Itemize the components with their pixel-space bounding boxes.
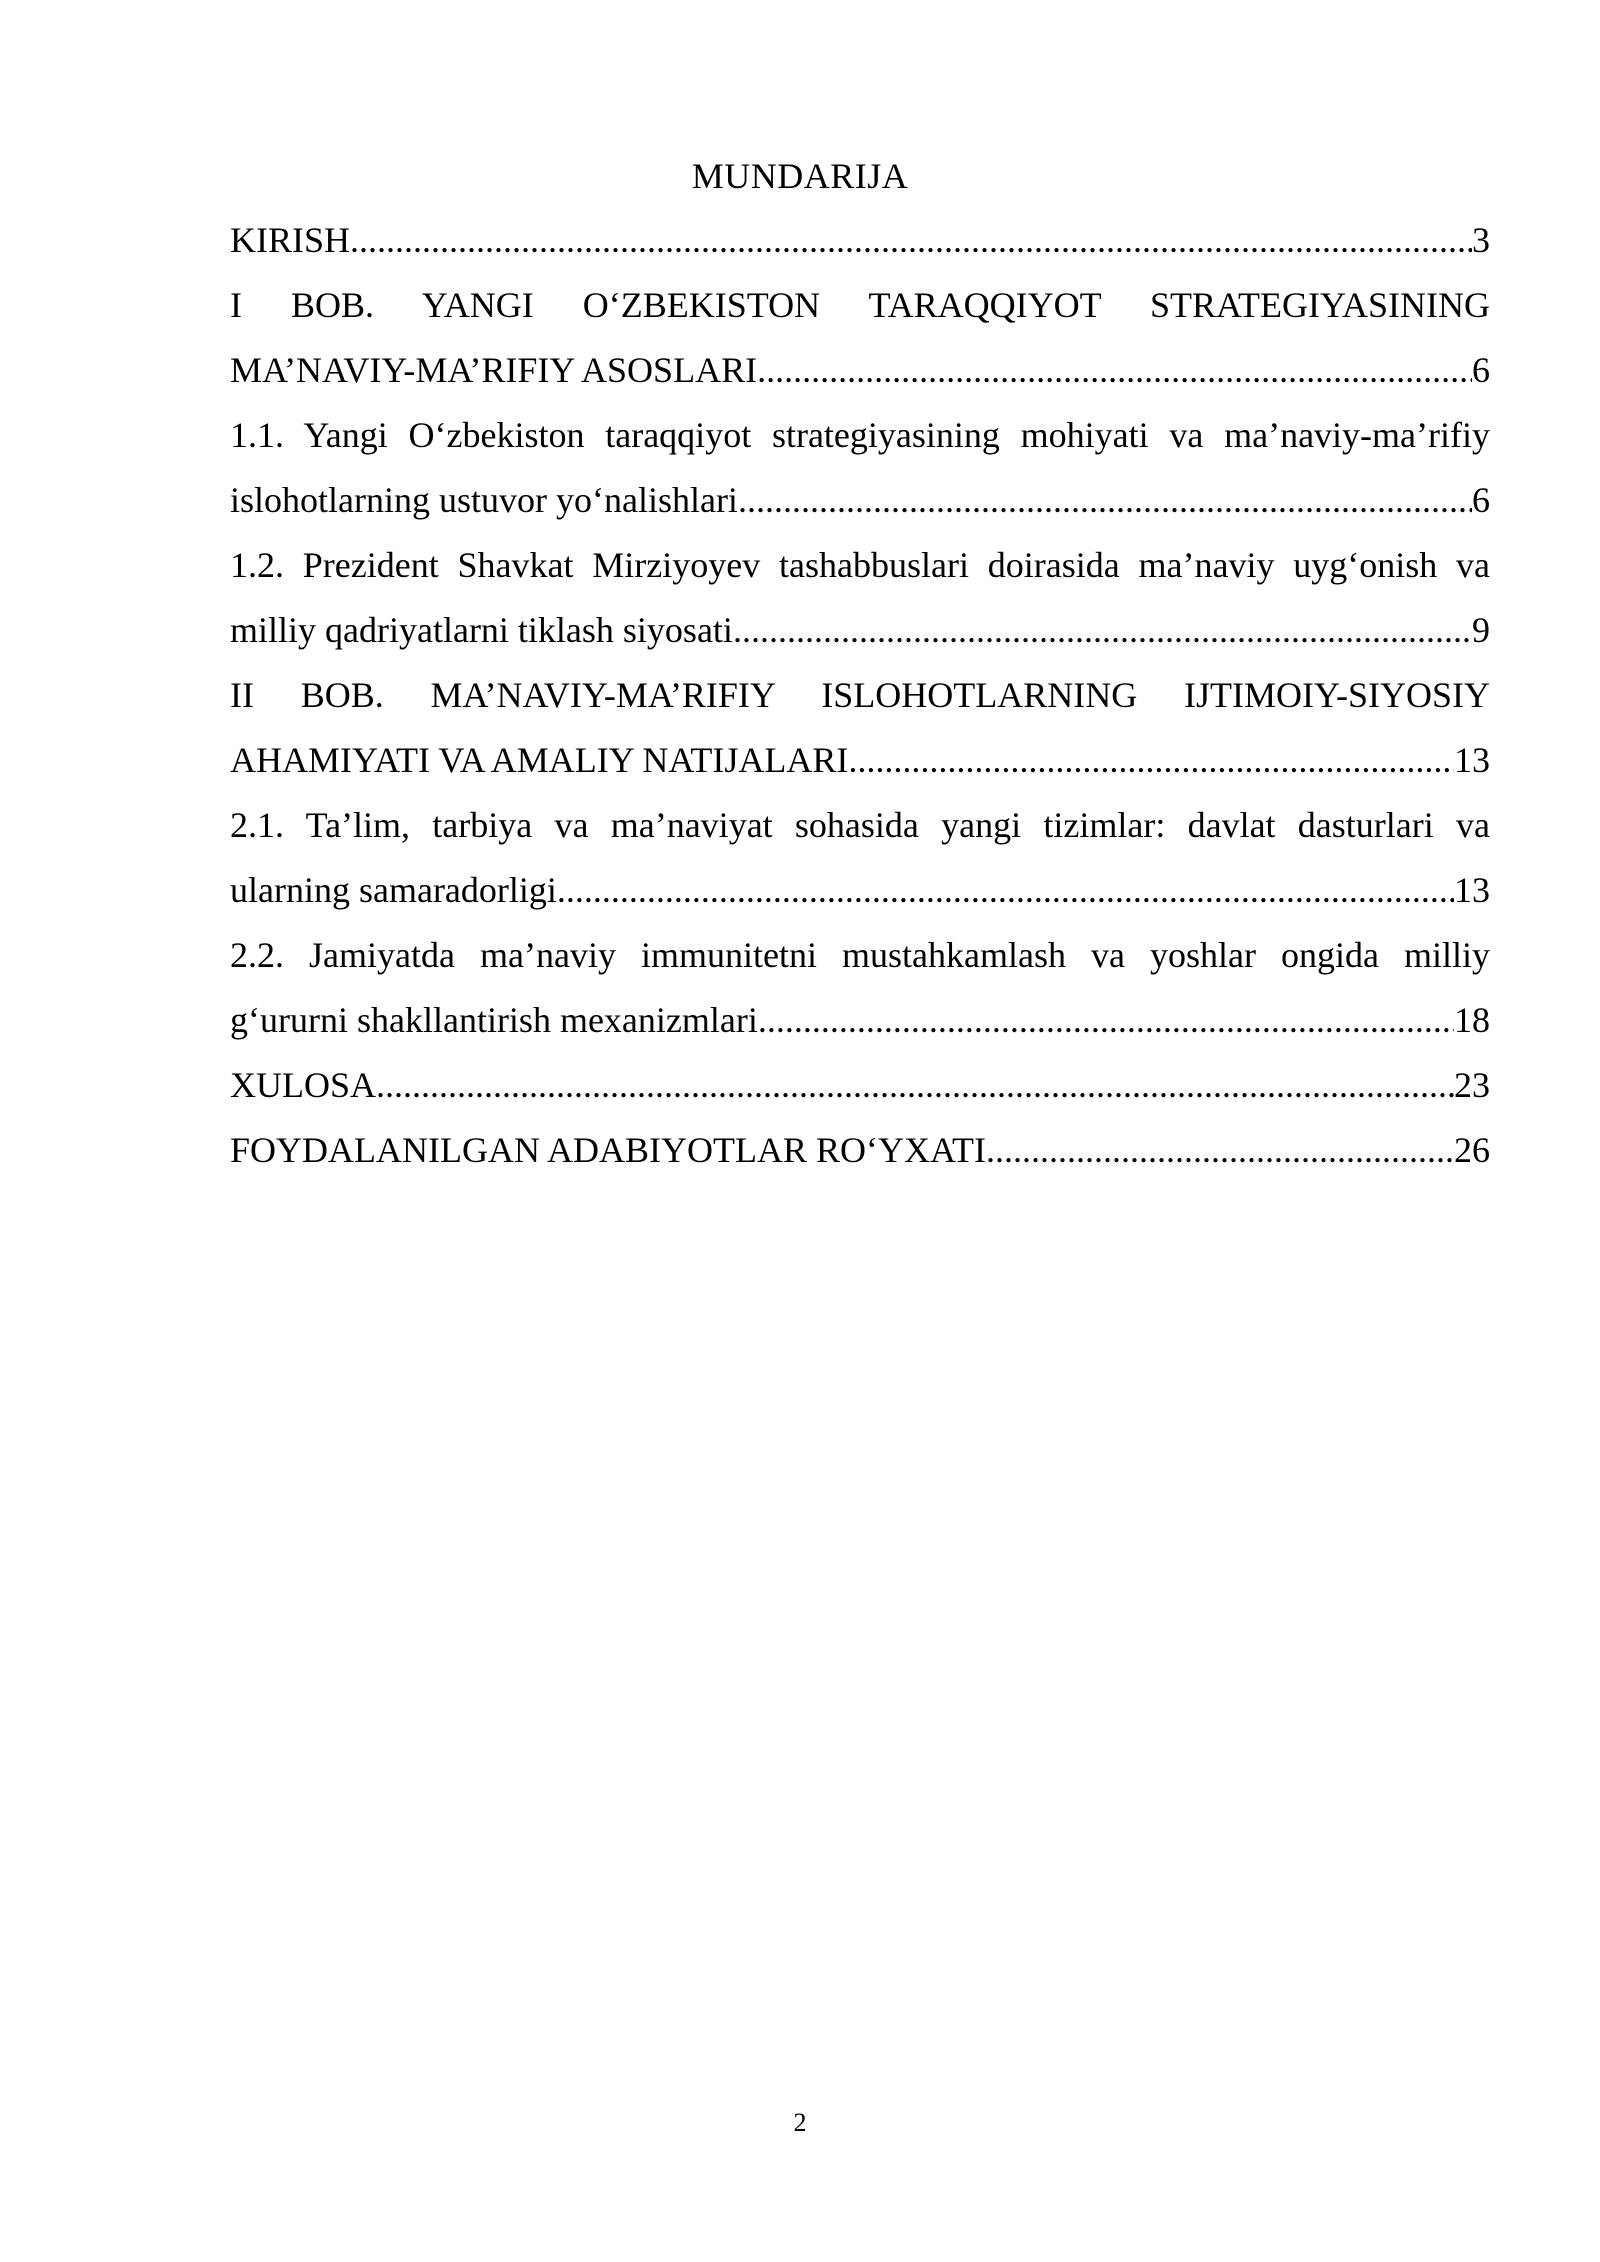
toc-entry-line (230, 1124, 1490, 1189)
toc-entry-chapter-1 (230, 279, 1490, 409)
toc-leader-dots (350, 214, 1472, 266)
toc-leader-dots (848, 734, 1454, 786)
toc-entry-references (230, 1124, 1490, 1189)
toc-page-number: 3 (1472, 220, 1490, 260)
toc-page-number: 13 (1454, 740, 1490, 780)
toc-entry-line (230, 214, 1490, 279)
toc-entry-line (230, 604, 1490, 669)
toc-entry-section-1-1 (230, 409, 1490, 539)
toc-entry-line: 2.2. Jamiyatda ma’naviy immunitetni mustahkamlash va yoshlar ongida milliy (230, 935, 1490, 975)
toc-entry-line: 1.2. Prezident Shavkat Mirziyoyev tashabbuslari doirasida ma’naviy uyg‘onish va (230, 545, 1490, 585)
toc-page-number: 6 (1472, 350, 1490, 390)
toc-leader-dots (376, 1059, 1454, 1111)
toc-page-number: 13 (1454, 870, 1490, 910)
toc-entry-line (230, 864, 1490, 929)
toc-entry-line (230, 1059, 1490, 1124)
toc-leader-dots (557, 864, 1454, 916)
toc-entry-chapter-2 (230, 669, 1490, 799)
toc-entry-label: ularning samaradorligi (230, 870, 557, 910)
toc-leader-dots (733, 604, 1472, 656)
toc-entry-label: FOYDALANILGAN ADABIYOTLAR RO‘YXATI (230, 1130, 986, 1170)
toc-entry-label: AHAMIYATI VA AMALIY NATIJALARI (230, 740, 849, 780)
page-number: 2 (793, 2108, 807, 2137)
toc-entry-line (230, 734, 1490, 799)
toc-entry-xulosa (230, 1059, 1490, 1124)
toc-entry-section-1-2 (230, 539, 1490, 669)
toc-entry-kirish (230, 214, 1490, 279)
table-of-contents (230, 214, 1490, 1189)
toc-entry-label: KIRISH (230, 220, 351, 260)
toc-entry-section-2-2 (230, 929, 1490, 1059)
toc-entry-line: 1.1. Yangi O‘zbekiston taraqqiyot strategiyasining mohiyati va ma’naviy-ma’rifiy (230, 415, 1490, 455)
toc-entry-label: g‘ururni shakllantirish mexanizmlari (230, 1000, 758, 1040)
toc-page-number: 23 (1454, 1065, 1490, 1105)
toc-leader-dots (757, 344, 1472, 396)
toc-entry-line (230, 344, 1490, 409)
toc-entry-section-2-1 (230, 799, 1490, 929)
toc-entry-line: 2.1. Ta’lim, tarbiya va ma’naviyat sohasida yangi tizimlar: davlat dasturlari va (230, 805, 1490, 845)
toc-entry-line (230, 474, 1490, 539)
toc-entry-line (230, 994, 1490, 1059)
toc-entry-label: MA’NAVIY-MA’RIFIY ASOSLARI (230, 350, 758, 390)
toc-page-number: 18 (1454, 1000, 1490, 1040)
toc-entry-label: islohotlarning ustuvor yo‘nalishlari (230, 480, 738, 520)
toc-entry-line: I BOB. YANGI O‘ZBEKISTON TARAQQIYOT STRATEGIYASINING (230, 285, 1490, 325)
toc-entry-line: II BOB. MA’NAVIY-MA’RIFIY ISLOHOTLARNING IJTIMOIY-SIYOSIY (230, 675, 1490, 715)
toc-title: MUNDARIJA (691, 156, 909, 196)
toc-entry-label: XULOSA (230, 1065, 377, 1105)
toc-leader-dots (758, 994, 1454, 1046)
toc-leader-dots (738, 474, 1472, 526)
toc-entry-label: milliy qadriyatlarni tiklash siyosati (230, 610, 733, 650)
toc-leader-dots (986, 1124, 1454, 1176)
toc-page-number: 26 (1454, 1130, 1490, 1170)
toc-page-number: 6 (1472, 480, 1490, 520)
toc-page-number: 9 (1472, 610, 1490, 650)
